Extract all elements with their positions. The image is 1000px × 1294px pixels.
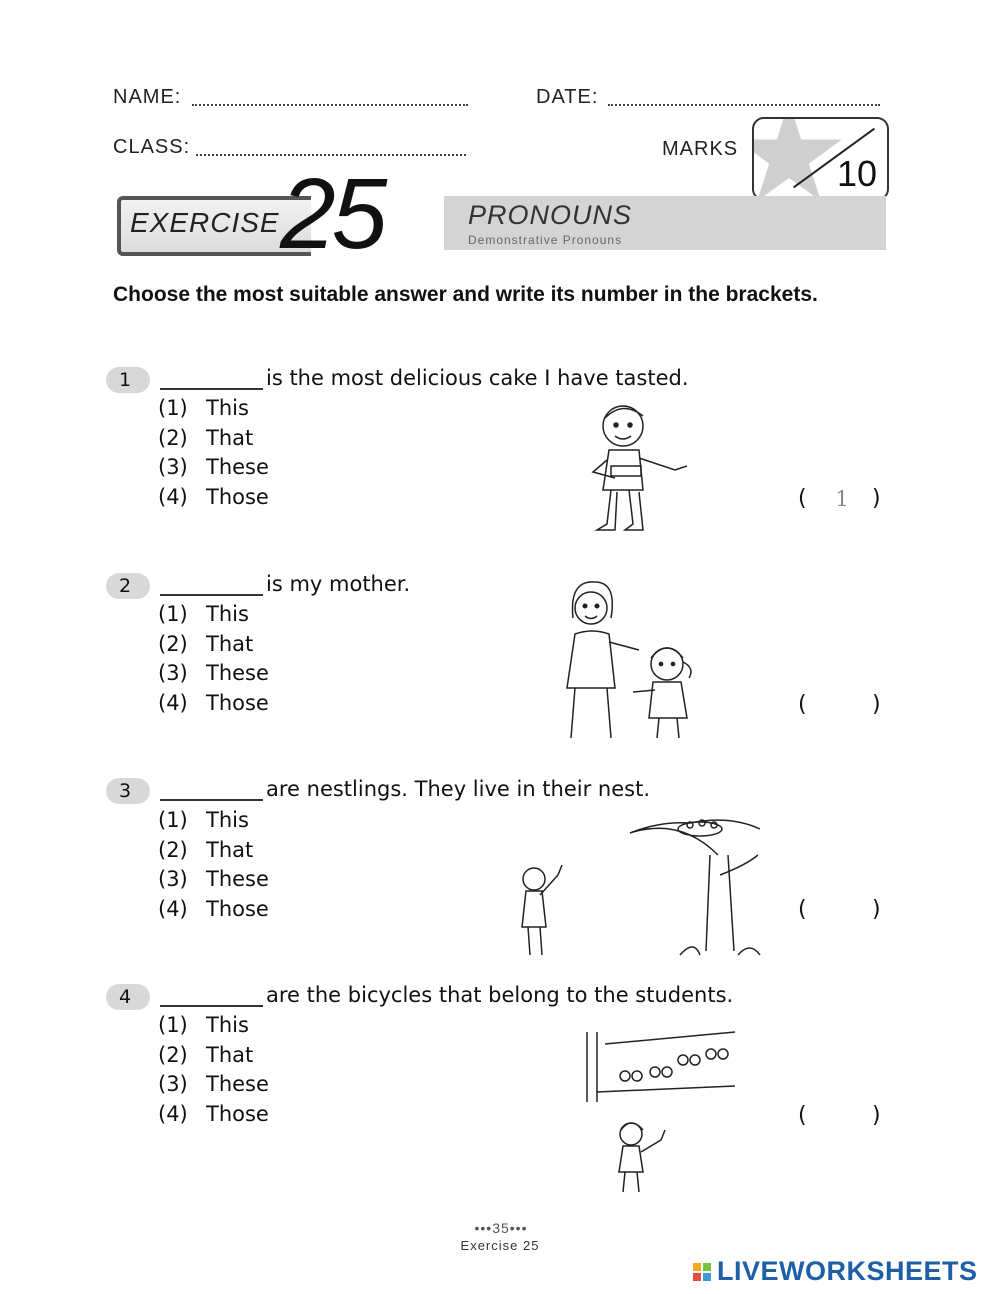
option-item: (3) These [158,661,269,685]
option-item: (4) Those [158,484,269,509]
question-number-badge: 4 [106,984,150,1010]
date-label: DATE: [536,86,599,108]
question-text: are nestlings. They live in their nest. [266,777,650,801]
answer-blank[interactable] [160,388,263,390]
bracket-close: ) [872,692,881,717]
question-number-badge: 2 [106,573,150,599]
mother-and-daughter-illustration [555,578,705,740]
question-number-badge: 1 [106,367,150,393]
answer-blank[interactable] [160,594,263,596]
option-item: (1) This [158,396,249,420]
boy-with-cake-illustration [585,400,695,538]
girl-and-bicycles-illustration [565,1030,740,1195]
date-field[interactable] [608,104,880,106]
option-item: (2) That [158,631,254,656]
option-item: (4) Those [158,1101,269,1126]
boy-pointing-at-nest-illustration [510,815,775,960]
option-item: (1) This [158,602,249,626]
option-item: (4) Those [158,896,269,921]
topic-subtitle: Demonstrative Pronouns [468,233,623,247]
logo-grid-icon [693,1263,711,1281]
answer-field[interactable] [820,898,864,924]
bracket-open: ( [798,486,807,511]
exercise-word: EXERCISE [130,207,280,238]
page-number: •••35••• [474,1220,528,1236]
bracket-close: ) [872,897,881,922]
option-item: (2) That [158,1042,254,1067]
bracket-close: ) [872,486,881,511]
bracket-open: ( [798,692,807,717]
answer-blank[interactable] [160,1005,263,1007]
marks-label: MARKS [662,138,739,160]
bracket-open: ( [798,1103,807,1128]
answer-field[interactable] [820,1104,864,1130]
marks-total: 10 [836,153,877,194]
topic-title: PRONOUNS [468,200,633,230]
name-label: NAME: [113,86,182,108]
option-item: (4) Those [158,690,269,715]
marks-box[interactable] [752,117,889,201]
class-field[interactable] [196,154,466,156]
page-label: Exercise 25 [460,1238,540,1253]
class-label: CLASS: [113,136,191,158]
question-text: is my mother. [266,572,411,596]
brand-text: LIVEWORKSHEETS [717,1256,978,1286]
option-item: (3) These [158,455,269,479]
bracket-open: ( [798,897,807,922]
option-item: (2) That [158,837,254,862]
options-list [158,600,269,718]
option-item: (2) That [158,425,254,450]
dots-left-icon: ••• [474,1220,493,1236]
options-list [158,394,269,512]
option-item: (1) This [158,1013,249,1037]
option-item: (1) This [158,808,249,832]
answer-field[interactable]: 1 [835,487,849,511]
dots-right-icon: ••• [509,1220,528,1236]
exercise-number: 25 [280,158,384,270]
question-text: is the most delicious cake I have tasted. [266,366,689,390]
option-item: (3) These [158,1072,269,1096]
bracket-close: ) [872,1103,881,1128]
name-field[interactable] [192,104,468,106]
instruction: Choose the most suitable answer and write its number in the brackets. [113,283,818,306]
question-number-badge: 3 [106,778,150,804]
option-item: (3) These [158,867,269,891]
options-list [158,1011,269,1129]
question-text: are the bicycles that belong to the students. [266,983,734,1007]
liveworksheets-logo[interactable] [693,1256,978,1287]
answer-blank[interactable] [160,799,263,801]
answer-field[interactable] [820,693,864,719]
options-list [158,806,269,924]
